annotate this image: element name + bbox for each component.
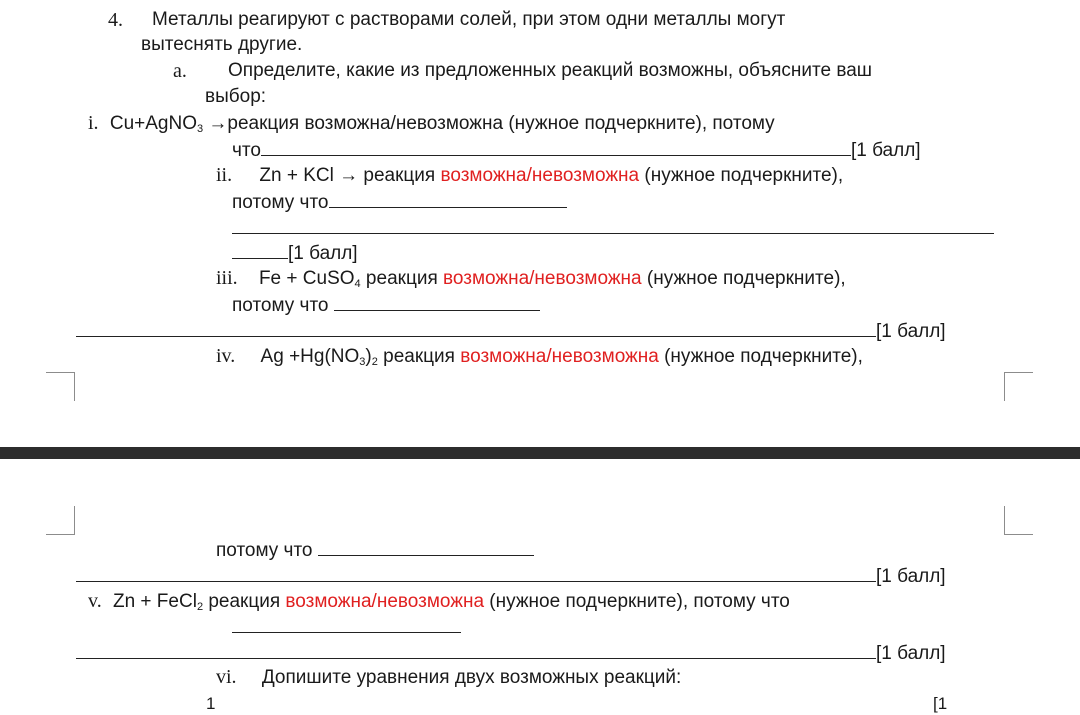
reaction-iv-subscript: 3 [359, 356, 366, 368]
reaction-iv-equation: Ag +Hg(NO [260, 346, 360, 367]
reaction-iv-subscript-2: 2 [371, 356, 378, 368]
reaction-v-after: (нужное подчеркните), потому что [484, 591, 790, 612]
crop-mark-top-left [46, 506, 75, 535]
subtask-label: a. [173, 60, 187, 82]
task-text-line2: вытеснять другие. [141, 34, 303, 55]
reaction-iv-tail: реакция [377, 346, 461, 367]
reaction-v-equation: Zn + FeCl [112, 591, 197, 612]
reaction-i-subscript: 3 [196, 123, 204, 135]
task-vi-numeral: vi. [216, 666, 237, 688]
reaction-iii-subscript: 4 [354, 278, 361, 290]
crop-mark-bottom-right [1004, 372, 1033, 401]
crop-mark-top-right [1004, 506, 1033, 535]
reaction-ii [216, 164, 843, 187]
reaction-iii-score-line [76, 318, 946, 343]
reaction-ii-answer-line-2[interactable] [232, 233, 994, 234]
reaction-iii-tail: реакция [360, 268, 444, 289]
reaction-i-answer-line[interactable] [261, 137, 851, 156]
reaction-v-score-line [76, 640, 946, 665]
reaction-v-answer-line-1[interactable] [232, 632, 461, 633]
reaction-v-answer-line-2[interactable] [76, 640, 876, 659]
reaction-ii-note: (нужное подчеркните), [644, 165, 844, 186]
partial-score-bracket: [1 [933, 694, 948, 713]
subtask-text-line2: выбор: [205, 86, 267, 107]
reaction-iv-score-line [76, 563, 946, 588]
reaction-ii-score: [1 балл] [288, 243, 358, 264]
reaction-iv-because: потому что [216, 540, 313, 561]
reaction-ii-answer-line-1[interactable] [329, 189, 567, 208]
reaction-iv-because-line [216, 537, 534, 562]
reaction-iii [216, 267, 846, 292]
reaction-iv-numeral: iv. [216, 345, 236, 367]
reaction-iii-because: потому что [232, 295, 329, 316]
reaction-v-options[interactable]: возможна/невозможна [285, 591, 485, 612]
reaction-ii-score-line [232, 240, 358, 265]
reaction-i [88, 112, 775, 137]
task-text-line1: Металлы реагируют с растворами солей, при этом одни металлы могут [152, 9, 786, 30]
reaction-ii-numeral: ii. [216, 164, 233, 186]
reaction-ii-equation: Zn + KCl → реакция [259, 165, 441, 186]
reaction-iv-paren: ) [365, 346, 372, 367]
reaction-iv-options[interactable]: возможна/невозможна [460, 346, 659, 367]
reaction-iii-answer-line-1[interactable] [334, 292, 540, 311]
reaction-iii-options[interactable]: возможна/невозможна [443, 268, 642, 289]
reaction-v-score: [1 балл] [876, 643, 946, 664]
subtask-text-line1: Определите, какие из предложенных реакций возможны, объясните ваш [228, 60, 873, 81]
partial-list-number: 1 [206, 694, 216, 713]
reaction-i-answer [232, 137, 921, 162]
reaction-ii-because: потому что [232, 192, 329, 213]
reaction-ii-because-line [232, 189, 567, 214]
reaction-iii-equation: Fe + CuSO [258, 268, 355, 289]
reaction-iii-numeral: iii. [216, 267, 238, 289]
reaction-i-tail: →реакция возможна/невозможна (нужное подчеркните), потому [203, 113, 775, 134]
reaction-ii-options[interactable]: возможна/невозможна [440, 165, 640, 186]
reaction-iii-score: [1 балл] [876, 321, 946, 342]
task-vi [216, 666, 681, 689]
reaction-i-equation: Cu+AgNO [109, 113, 197, 134]
reaction-iii-answer-line-2[interactable] [76, 318, 876, 337]
reaction-v-subscript: 2 [196, 601, 204, 613]
task-vi-text: Допишите уравнения двух возможных реакций: [261, 667, 682, 688]
reaction-iii-because-line [232, 292, 540, 317]
crop-mark-bottom-left [46, 372, 75, 401]
reaction-iv-note: (нужное подчеркните), [664, 346, 863, 367]
reaction-iv-answer-line-2[interactable] [76, 563, 876, 582]
reaction-i-score: [1 балл] [850, 140, 921, 161]
reaction-iii-note: (нужное подчеркните), [646, 268, 846, 289]
reaction-i-because: что [232, 140, 261, 161]
reaction-iv-score: [1 балл] [876, 566, 946, 587]
reaction-v [88, 590, 790, 615]
reaction-ii-answer-line-3[interactable] [232, 240, 288, 259]
reaction-v-numeral: v. [88, 590, 102, 612]
reaction-iv [216, 345, 863, 370]
task-number: 4. [108, 9, 123, 31]
reaction-iv-answer-line-1[interactable] [318, 537, 534, 556]
reaction-v-tail: реакция [203, 591, 286, 612]
page-break-divider [0, 447, 1080, 459]
reaction-i-numeral: i. [88, 112, 99, 134]
